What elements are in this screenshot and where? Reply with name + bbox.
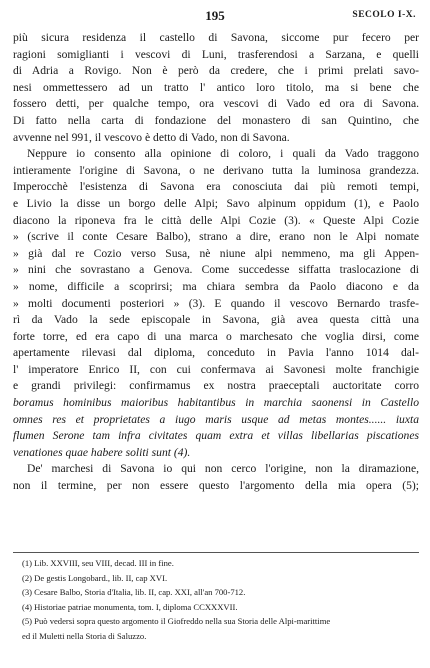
text-line: più sicura residenza il castello di Savona, siccome pur fecero per <box>13 31 419 44</box>
footnote-continuation: ed il Muletti nella Storia di Saluzzo. <box>22 630 147 641</box>
text-line: » nome, difficile a scoprirsi; ma chiara sembra da Paolo diacono e da <box>13 279 419 293</box>
text-line: venationes quae habere soliti sunt (4). <box>13 445 191 459</box>
text-line: e grandi privilegi: confirmamus ex nostra praeceptali auctoritate corro <box>13 379 419 393</box>
text-line: flumen Serone tam infra civitates quam extra et villas libellarias piscationes <box>13 429 419 443</box>
text-line: e Livio la disse un borgo delle Alpi; Savo alpinum oppidum (1), e Paolo <box>13 196 419 210</box>
text-line: » nini che sovrastano a Genova. Come succedesse siffatta traslocazione di <box>13 263 419 277</box>
page-header <box>0 8 430 26</box>
text-line: intieramente l'origine di Savona, o ne derivano tutta la luminosa grandezza. <box>13 163 419 177</box>
footnote: (1) Lib. XXVIII, seu VIII, decad. III in fine. <box>22 558 174 568</box>
text-line: boramus hominibus maioribus habitantibus in marchia saonensi in Castello <box>13 396 419 410</box>
body-text <box>13 30 419 495</box>
footnotes <box>22 556 418 644</box>
text-line: Imperocchè l'esistenza di Savona era conosciuta dai più remoti tempi, <box>13 180 419 194</box>
text-line: forte torre, ed era capo di una marca o marchesato che voglia dirsi, come <box>13 329 419 343</box>
text-line: fossero detti, per qualche tempo, ora vescovi di Vado ed ora di Savona. <box>13 97 419 111</box>
text-line: avvenne nel 991, il vescovo è detto di Vado, non di Savona. <box>13 130 290 144</box>
text-line: apertamente rilevasi dal diploma, conceduto in Pavia l'anno 1014 dal- <box>13 346 419 360</box>
text-line: non il termine, per non essere questo l'argomento della mia opera (5); <box>13 479 419 493</box>
footnote: (4) Historiae patriae monumenta, tom. I, diploma CCXXXVII. <box>22 601 238 612</box>
footnote-divider <box>13 552 419 553</box>
text-line: De' marchesi di Savona io qui non cerco l'origine, non la diramazione, <box>27 462 419 476</box>
text-line: rì da Vado la sede episcopale in Savona, già avea questa città una <box>13 313 419 327</box>
text-line: ragioni somiglianti i vescovi di Luni, trasferendosi a Sarzana, e quelli <box>13 47 419 61</box>
running-head: SECOLO I-X. <box>352 10 416 20</box>
paragraph-3 <box>13 461 419 494</box>
text-line: » già dal re Cozio verso Susa, nè niune alpi nemmeno, ma gli Appen- <box>13 246 419 260</box>
footnote: (5) Può vedersi sopra questo argomento il Giofreddo nella sua Storia delle Alpi-marittime <box>22 616 331 627</box>
text-line: Neppure io consento alla opinione di coloro, i quali da Vado traggono <box>27 147 419 161</box>
text-line: diacono la riponeva fra le città delle Alpi Cozie (3). « Queste Alpi Cozie <box>13 213 419 227</box>
page-number: 195 <box>205 8 225 23</box>
text-line: l' imperatore Enrico II, con cui confermava ai Savonesi molte franchigie <box>13 362 419 376</box>
text-line: omnes res et proprietates a iugo maris usque ad metas montes...... iuxta <box>13 412 419 426</box>
text-line: » molti documenti posteriori » (3). E quando il vescovo Bernardo trasfe- <box>13 296 419 310</box>
text-line: nesi ommettessero ad un tratto l' antico loro titolo, ma si bene che <box>13 80 419 94</box>
footnote: (2) De gestis Longobard., lib. II, cap XVI. <box>22 572 168 583</box>
paragraph-2 <box>13 146 419 461</box>
text-line: » (scrive il conte Cesare Balbo), strano a dire, erano non le Alpi nomate <box>13 230 419 244</box>
footnote: (3) Cesare Balbo, Storia d'Italia, lib. II, cap. XXI, all'an 700-712. <box>22 587 246 598</box>
text-line: di Adria a Rovigo. Non è però da credere, che i primi prelati savo- <box>13 64 419 78</box>
paragraph-1 <box>13 30 419 146</box>
text-line: Di fatto nella carta di fondazione del monastero di san Quintino, che <box>13 113 419 127</box>
